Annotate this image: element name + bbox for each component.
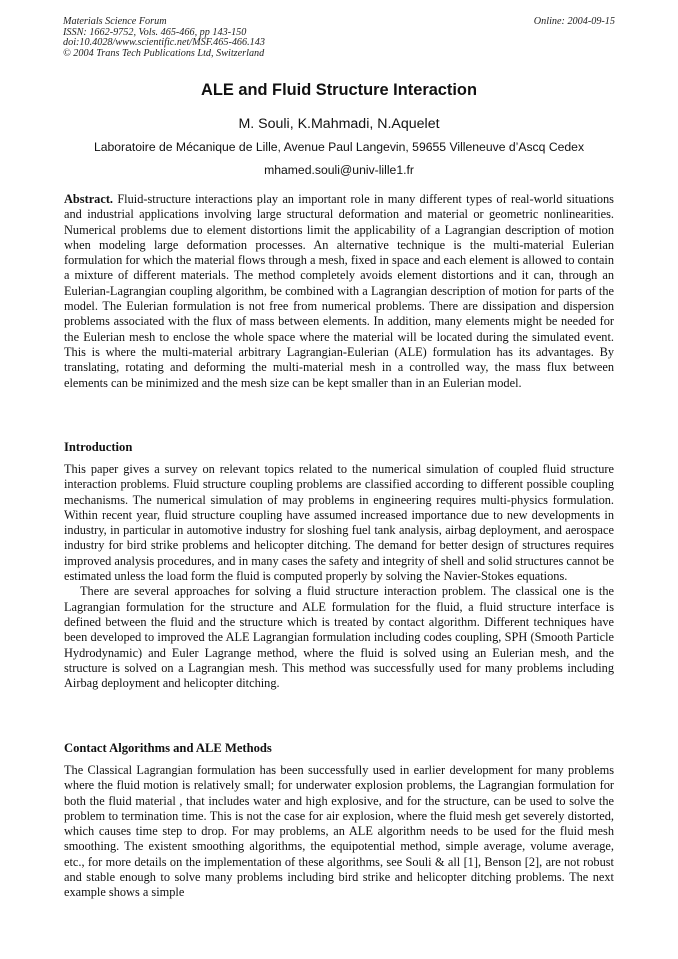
issn-line: ISSN: 1662-9752, Vols. 465-466, pp 143-150 [63,26,247,38]
contact-body [64,763,614,901]
paper-title: ALE and Fluid Structure Interaction [201,81,477,99]
paragraph: The Classical Lagrangian formulation has been successfully used in earlier development for many problems where the fluid motion is relatively small; for underwater explosion problems, the Lagrangian formulation for both the fluid material , that includes water and high explosive, and for the structure, can be used to solve the problem to termination time. This is not the case for air explosion, where the fluid mesh get severely distorted, which causes time step to drop. For may problems, an ALE algorithm needs to be used for the fluid mesh smoothing. The existent smoothing algorithms, the equipotential method, simple average, volume average, etc., for more details on the implementation of these algorithms, see Souli & all [1], Benson [2], are not robust and stable enough to solve many problems including bird strike and helicopter ditching problems. The next example shows a simple [64,763,614,900]
abstract [64,192,614,391]
online-date: Online: 2004-09-15 [533,16,615,27]
doi-line: doi:10.4028/www.scientific.net/MSF.465-466.143 [63,37,265,49]
section-heading-contact-algorithms: Contact Algorithms and ALE Methods [64,741,272,755]
author-email: mhamed.souli@univ-lille1.fr [264,163,414,177]
journal-header [63,17,265,59]
paragraph: This paper gives a survey on relevant topics related to the numerical simulation of coupled fluid structure interaction problems. Fluid structure coupling problems are classified according to different possible coupling mechanisms. The numerical simulation of may problems in engineering requires multi-physics formulation. Within recent year, fluid structure coupling have assumed increased importance due to new developments in industry, in particular in automotive industry for sloshing fuel tank analysis, airbag deployment, and aerospace industry for bird strike problems and helicopter ditching. The demand for better design of structures requires improved analysis procedures, and in many cases the safety and integrity of shell and solid structures cannot be estimated unless the load form the fluid is computed properly by solving the Navier-Stokes equations. [64,462,614,584]
abstract-text: Fluid-structure interactions play an important role in many different types of real-world situations and industrial applications involving large structural deformation and material or geometric nonlinearities. Numerical problems due to element distortions limit the applicability of a Lagrangian description of motion when modeling large deformation processes. An alternative technique is the multi-material Eulerian formulation for which the material flows through a mesh, fixed in space and each element is allowed to contain a mixture of different materials. The method completely avoids element distortions and it can, through an Eulerian-Lagrangian coupling algorithm, be combined with a Lagrangian description of motion for parts of the model. The Eulerian formulation is not free from numerical problems. There are dissipation and dispersion problems associated with the flux of mass between elements. In addition, many elements might be needed for the Eulerian mesh to enclose the whole space where the material will be located during the simulated event. This is where the multi-material arbitrary Lagrangian-Eulerian (ALE) formulation has its advantages. By translating, rotating and deforming the multi-material mesh in a controlled way, the mass flux between elements can be minimized and the mesh size can be kept smaller than in an Eulerian model. [64,192,614,390]
introduction-body [64,462,614,691]
author-list: M. Souli, K.Mahmadi, N.Aquelet [238,116,440,132]
section-heading-introduction: Introduction [64,440,133,454]
copyright-line: © 2004 Trans Tech Publications Ltd, Switzerland [63,47,265,59]
journal-name: Materials Science Forum [63,16,167,27]
paragraph: There are several approaches for solving a fluid structure interaction problem. The classical one is the Lagrangian formulation for the structure and ALE formulation for the fluid, a fluid structure interface is defined between the fluid and the structure which is treated by contact algorithm. Different techniques have been developed to improved the ALE Lagrangian formulation including codes coupling, SPH (Smooth Particle Hydrodynamic) and Euler Lagrange method, where the fluid is solved using an Eulerian mesh, and the structure is solved on a Lagrangian mesh. This method was successfully used for many problems including Airbag deployment and helicopter ditching. [64,584,614,691]
abstract-label: Abstract. [64,192,114,206]
affiliation: Laboratoire de Mécanique de Lille, Avenue Paul Langevin, 59655 Villeneuve d’Ascq Cedex [93,140,585,154]
abstract-paragraph [64,192,614,391]
